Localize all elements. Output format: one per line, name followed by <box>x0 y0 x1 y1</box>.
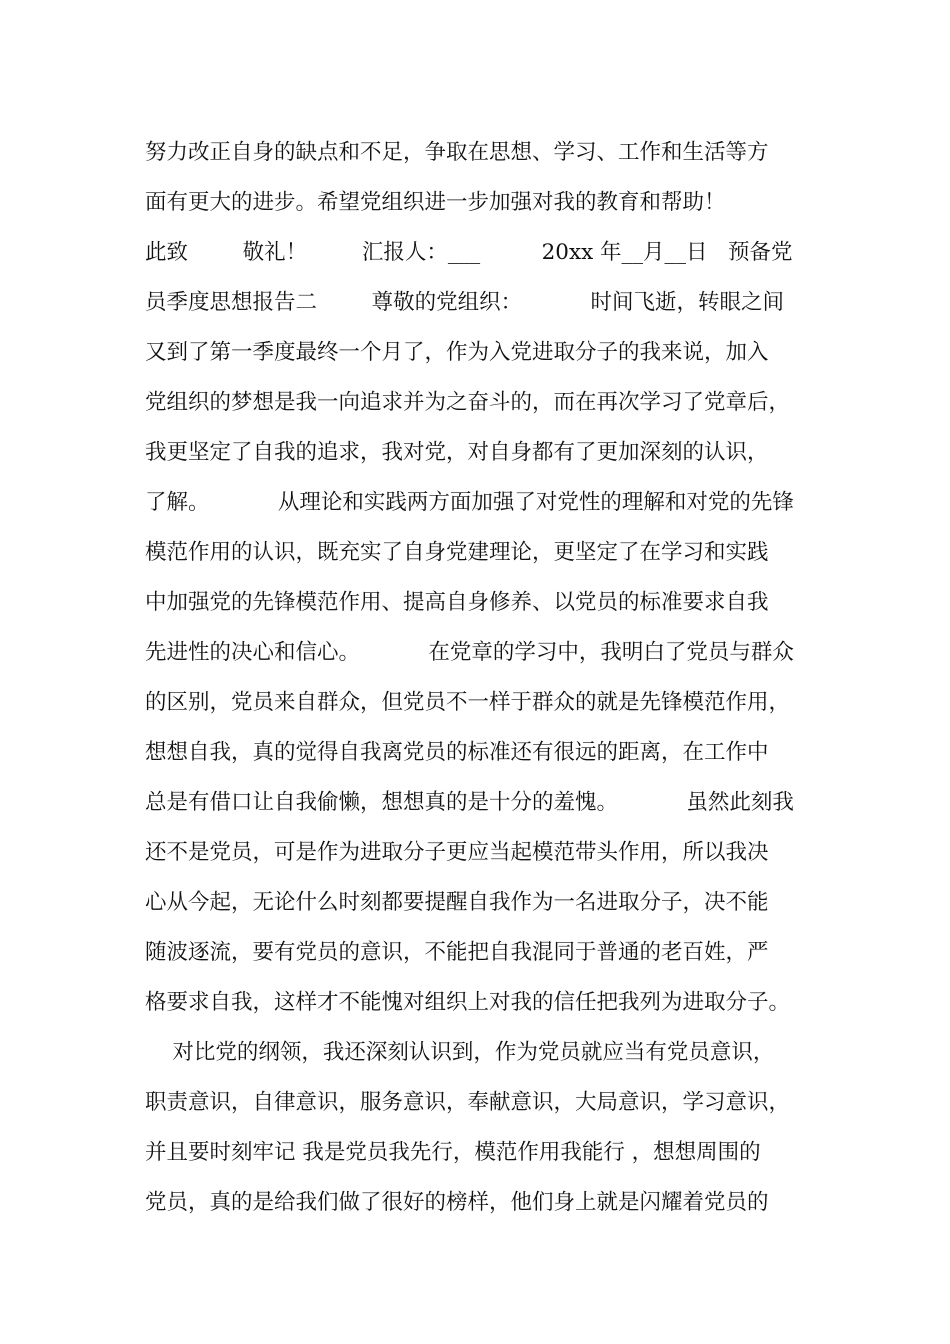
text-line: 了解。 从理论和实践两方面加强了对党性的理解和对党的先锋 <box>145 490 794 515</box>
text-line: 中加强党的先锋模范作用、提高自身修养、以党员的标准要求自我 <box>145 590 769 615</box>
text-line: 格要求自我，这样才不能愧对组织上对我的信任把我列为进取分子。 <box>145 990 791 1015</box>
text-line: 员季度思想报告二 尊敬的党组织： 时间飞逝，转眼之间 <box>145 290 785 315</box>
text-line: 心从今起，无论什么时刻都要提醒自我作为一名进取分子，决不能 <box>145 890 769 915</box>
body-text <box>145 128 835 1228</box>
text-line: 此致 敬礼！ 汇报人：___ 20xx 年__月__日 预备党 <box>145 240 793 265</box>
text-line: 又到了第一季度最终一个月了，作为入党进取分子的我来说，加入 <box>145 340 769 365</box>
text-line: 面有更大的进步。希望党组织进一步加强对我的教育和帮助！ <box>145 190 726 215</box>
text-line: 我更坚定了自我的追求，我对党，对自身都有了更加深刻的认识， <box>145 440 769 465</box>
text-line: 总是有借口让自我偷懒，想想真的是十分的羞愧。 虽然此刻我 <box>145 790 794 815</box>
text-line: 党组织的梦想是我一向追求并为之奋斗的，而在再次学习了党章后， <box>145 390 791 415</box>
text-line: 模范作用的认识，既充实了自身党建理论，更坚定了在学习和实践 <box>145 540 769 565</box>
text-line: 还不是党员，可是作为进取分子更应当起模范带头作用，所以我决 <box>145 840 769 865</box>
text-line: 并且要时刻牢记 我是党员我先行，模范作用我能行 ，想想周围的 <box>145 1140 761 1165</box>
text-line: 职责意识，自律意识，服务意识，奉献意识，大局意识，学习意识， <box>145 1090 791 1115</box>
text-line: 的区别，党员来自群众，但党员不一样于群众的就是先锋模范作用， <box>145 690 791 715</box>
text-line: 想想自我，真的觉得自我离党员的标准还有很远的距离，在工作中 <box>145 740 769 765</box>
text-line: 随波逐流，要有党员的意识，不能把自我混同于普通的老百姓，严 <box>145 940 769 965</box>
text-line: 党员，真的是给我们做了很好的榜样，他们身上就是闪耀着党员的 <box>145 1190 769 1215</box>
text-line: 先进性的决心和信心。 在党章的学习中，我明白了党员与群众 <box>145 640 794 665</box>
text-line: 努力改正自身的缺点和不足，争取在思想、学习、工作和生活等方 <box>145 140 769 165</box>
text-line: 对比党的纲领，我还深刻认识到，作为党员就应当有党员意识， <box>145 1040 775 1065</box>
